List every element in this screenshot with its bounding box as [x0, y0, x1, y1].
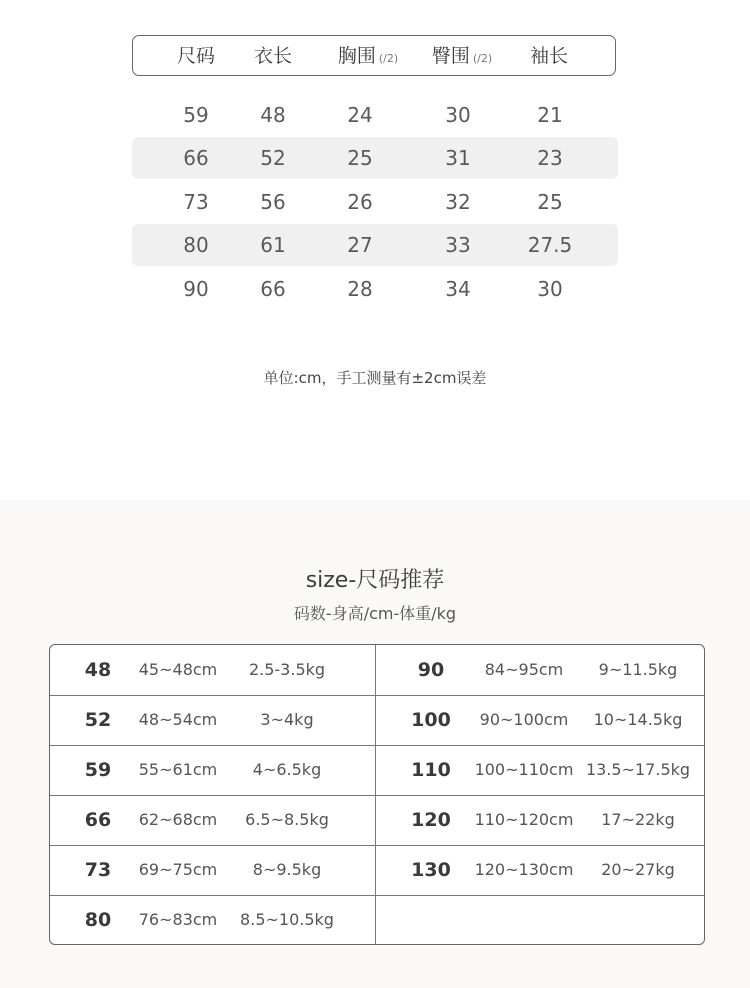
weight-range: 2.5-3.5kg — [248, 660, 326, 679]
recommendation-title: size-尺码推荐 — [305, 568, 445, 593]
measurement-row — [132, 268, 618, 310]
header-chest: 胸围 (/2) — [337, 45, 399, 67]
cell-size: 90 — [183, 277, 209, 301]
size-code: 52 — [84, 709, 112, 731]
height-range: 69~75cm — [138, 860, 218, 879]
recommendation-row — [50, 745, 705, 795]
weight-range: 20~27kg — [601, 860, 675, 879]
cell-hip: 33 — [445, 233, 471, 257]
recommendation-row — [50, 795, 705, 845]
height-range: 62~68cm — [138, 810, 218, 829]
size-code: 120 — [411, 809, 451, 831]
weight-range: 17~22kg — [601, 810, 675, 829]
measurement-row — [132, 94, 618, 136]
height-range: 90~100cm — [479, 710, 569, 729]
recommendation-section — [0, 500, 750, 988]
cell-sleeve: 25 — [537, 190, 563, 214]
size-code: 73 — [84, 859, 112, 881]
measurement-row — [132, 137, 618, 179]
cell-length: 52 — [260, 146, 286, 170]
cell-sleeve: 21 — [537, 103, 563, 127]
recommendation-row — [50, 895, 705, 945]
height-range: 48~54cm — [138, 710, 218, 729]
size-code: 130 — [411, 859, 451, 881]
weight-range: 13.5~17.5kg — [585, 760, 691, 779]
height-range: 55~61cm — [138, 760, 218, 779]
recommendation-table — [49, 644, 705, 945]
size-code: 100 — [411, 709, 451, 731]
recommendation-row — [50, 695, 705, 745]
cell-chest: 27 — [347, 233, 373, 257]
cell-chest: 24 — [347, 103, 373, 127]
weight-range: 8~9.5kg — [252, 860, 322, 879]
cell-size: 59 — [183, 103, 209, 127]
header-sleeve: 袖长 — [529, 45, 569, 67]
cell-size: 66 — [183, 146, 209, 170]
weight-range: 9~11.5kg — [598, 660, 678, 679]
height-range: 45~48cm — [138, 660, 218, 679]
recommendation-row — [50, 645, 705, 695]
size-code: 90 — [417, 659, 445, 681]
height-range: 84~95cm — [484, 660, 564, 679]
cell-size: 73 — [183, 190, 209, 214]
size-code: 48 — [84, 659, 112, 681]
cell-length: 66 — [260, 277, 286, 301]
measurement-row — [132, 224, 618, 266]
cell-chest: 25 — [347, 146, 373, 170]
header-size: 尺码 — [176, 45, 216, 67]
weight-range: 4~6.5kg — [252, 760, 322, 779]
recommendation-row — [50, 845, 705, 895]
size-code: 110 — [411, 759, 451, 781]
unit-note: 单位:cm，手工测量有±2cm误差 — [263, 369, 487, 387]
header-hip: 臀围 (/2) — [431, 45, 493, 67]
cell-length: 61 — [260, 233, 286, 257]
weight-range: 3~4kg — [260, 710, 314, 729]
cell-sleeve: 23 — [537, 146, 563, 170]
cell-chest: 26 — [347, 190, 373, 214]
size-code: 59 — [84, 759, 112, 781]
cell-length: 56 — [260, 190, 286, 214]
measurement-row — [132, 181, 618, 223]
cell-hip: 30 — [445, 103, 471, 127]
weight-range: 8.5~10.5kg — [240, 910, 334, 929]
height-range: 110~120cm — [474, 810, 574, 829]
cell-length: 48 — [260, 103, 286, 127]
height-range: 120~130cm — [474, 860, 574, 879]
weight-range: 10~14.5kg — [593, 710, 683, 729]
cell-hip: 31 — [445, 146, 471, 170]
size-code: 66 — [84, 809, 112, 831]
height-range: 76~83cm — [138, 910, 218, 929]
recommendation-subtitle: 码数-身高/cm-体重/kg — [293, 604, 457, 623]
size-code: 80 — [84, 909, 112, 931]
measurement-header — [132, 35, 616, 76]
cell-chest: 28 — [347, 277, 373, 301]
cell-hip: 34 — [445, 277, 471, 301]
weight-range: 6.5~8.5kg — [245, 810, 329, 829]
cell-sleeve: 27.5 — [527, 233, 573, 257]
header-length: 衣长 — [253, 45, 293, 67]
cell-size: 80 — [183, 233, 209, 257]
cell-sleeve: 30 — [537, 277, 563, 301]
cell-hip: 32 — [445, 190, 471, 214]
height-range: 100~110cm — [474, 760, 574, 779]
